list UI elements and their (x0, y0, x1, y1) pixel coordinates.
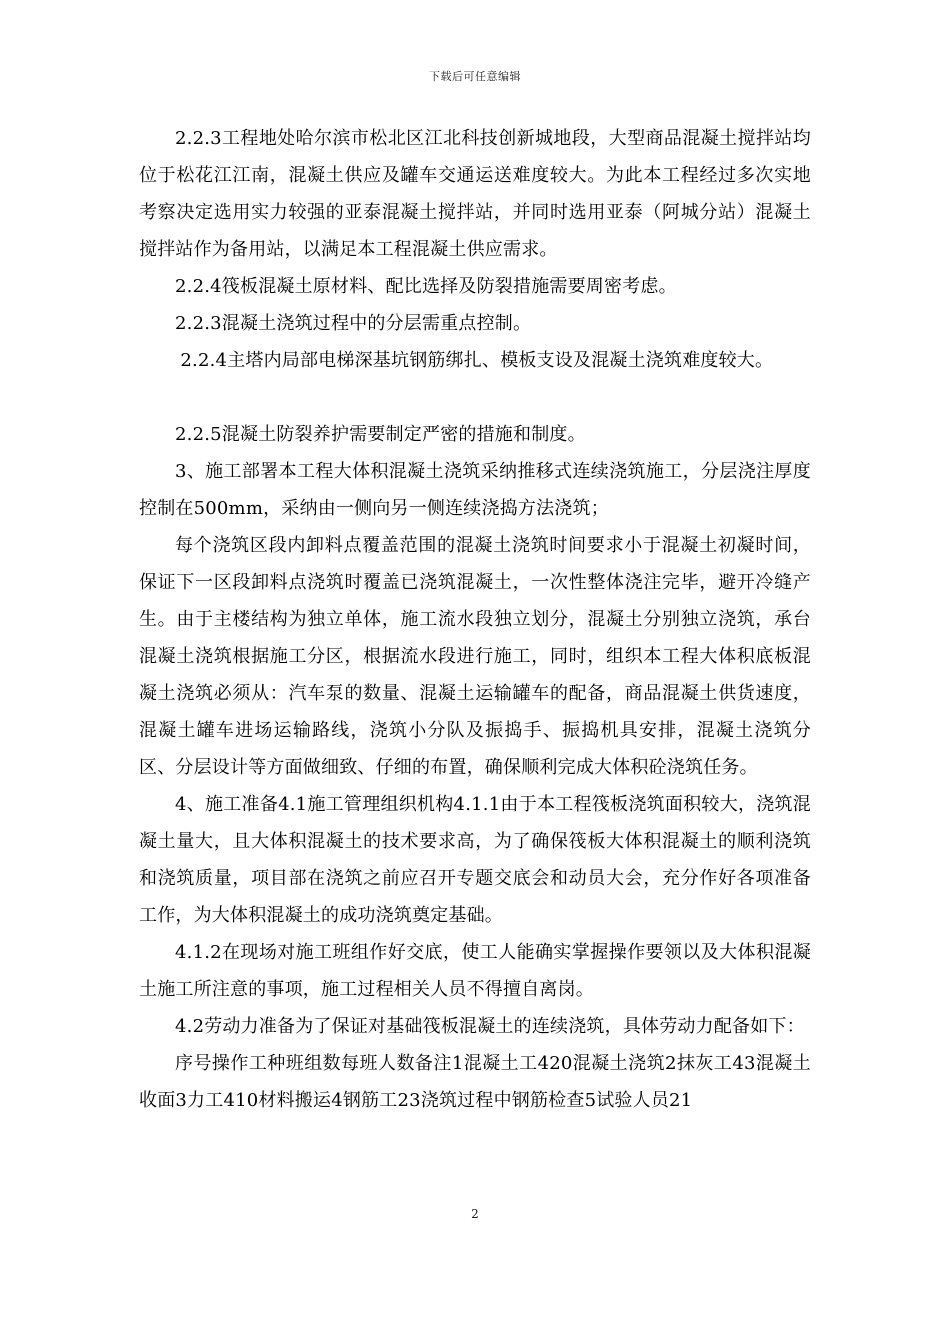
page-number: 2 (471, 1207, 479, 1221)
paragraph-4-2-labor: 4.2劳动力准备为了保证对基础筏板混凝土的连续浇筑，具体劳动力配备如下： (175, 1016, 805, 1037)
paragraph-2-2-4-elevator-pit: 2.2.4主塔内局部电梯深基坑钢筋绑扎、模板支设及混凝土浇筑难度较大。 (180, 350, 774, 371)
document-body (139, 120, 811, 1119)
paragraph-labor-table-text: 序号操作工种班组数每班人数备注1混凝土工420混凝土浇筑2抹灰工43混凝土收面3力工410材料搬运4钢筋工23浇筑过程中钢筋检查5试验人员21 (139, 1053, 811, 1111)
paragraph-2-2-3-site: 2.2.3工程地处哈尔滨市松北区江北科技创新城地段，大型商品混凝土搅拌站均位于松花江江南，混凝土供应及罐车交通运送难度较大。为此本工程经过多次实地考察决定选用实力较强的亚泰混凝土搅拌站，并同时选用亚泰（阿城分站）混凝土搅拌站作为备用站，以满足本工程混凝土供应需求。 (139, 128, 811, 260)
paragraph-2-2-5-curing: 2.2.5混凝土防裂养护需要制定严密的措施和制度。 (175, 424, 586, 445)
page-header: 下载后可任意编辑 (429, 70, 521, 83)
paragraph-4-preparation: 4、施工准备4.1施工管理组织机构4.1.1由于本工程筏板浇筑面积较大，浇筑混凝土量大，且大体积混凝土的技术要求高，为了确保筏板大体积混凝土的顺利浇筑和浇筑质量，项目部在浇筑之前应召开专题交底会和动员大会，充分作好各项准备工作，为大体积混凝土的成功浇筑奠定基础。 (139, 794, 811, 926)
paragraph-2-2-4-raft: 2.2.4筏板混凝土原材料、配比选择及防裂措施需要周密考虑。 (175, 276, 677, 297)
paragraph-3-deployment: 3、施工部署本工程大体积混凝土浇筑采纳推移式连续浇筑施工，分层浇注厚度控制在500mm，采纳由一侧向另一侧连续浇捣方法浇筑； (139, 461, 811, 519)
paragraph-pouring-sections: 每个浇筑区段内卸料点覆盖范围的混凝土浇筑时间要求小于混凝土初凝时间，保证下一区段卸料点浇筑时覆盖已浇筑混凝土，一次性整体浇注完毕，避开冷缝产生。由于主楼结构为独立单体，施工流水段独立划分，混凝土分别独立浇筑，承台混凝土浇筑根据施工分区，根据流水段进行施工，同时，组织本工程大体积底板混凝土浇筑必须从：汽车泵的数量、混凝土运输罐车的配备，商品混凝土供货速度，混凝土罐车进场运输路线，浇筑小分队及振捣手、振捣机具安排，混凝土浇筑分区、分层设计等方面做细致、仔细的布置，确保顺利完成大体积砼浇筑任务。 (139, 535, 811, 778)
paragraph-2-2-3-layering: 2.2.3混凝土浇筑过程中的分层需重点控制。 (175, 313, 532, 334)
paragraph-4-1-2-briefing: 4.1.2在现场对施工班组作好交底，使工人能确实掌握操作要领以及大体积混凝土施工所注意的事项，施工过程相关人员不得擅自离岗。 (139, 942, 811, 1000)
blank-line (139, 379, 811, 416)
